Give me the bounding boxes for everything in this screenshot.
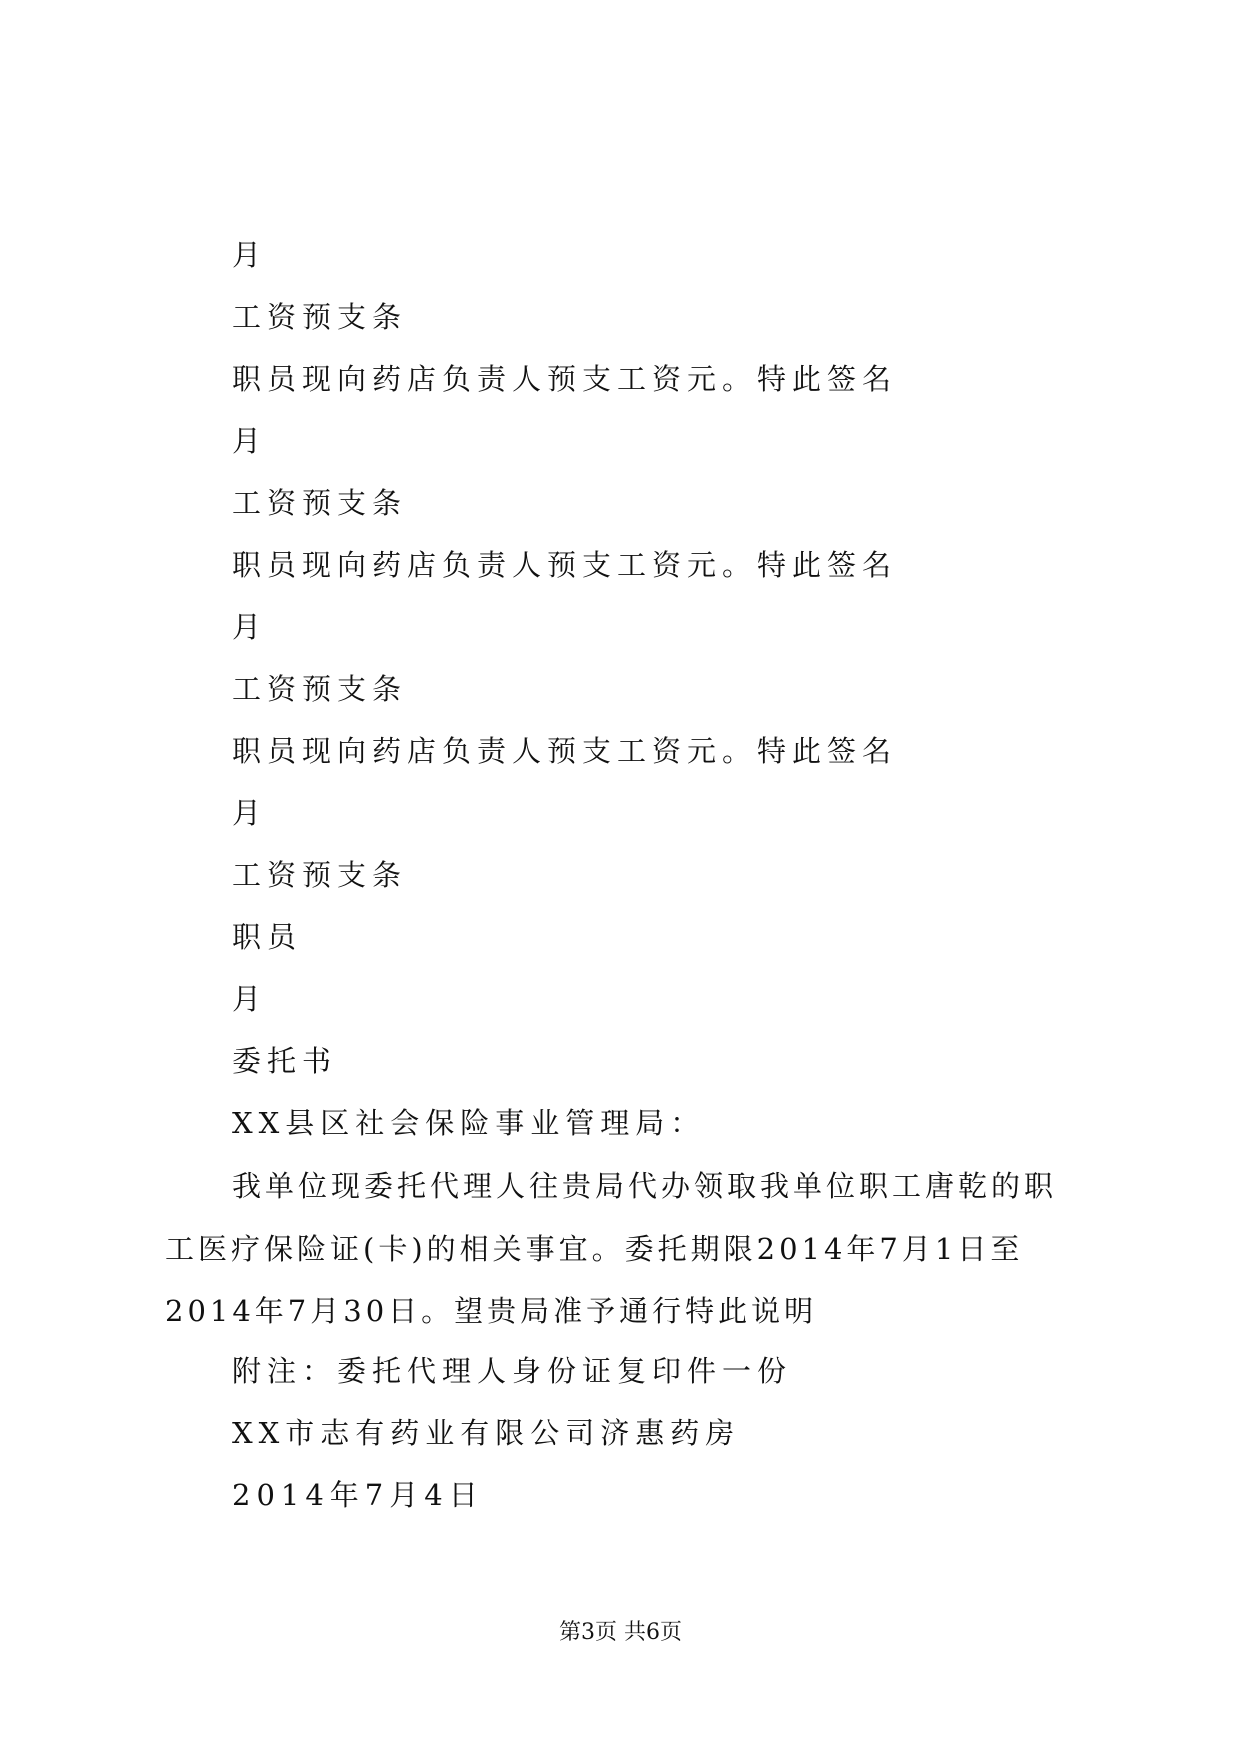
text-line-advance-statement: 职员现向药店负责人预支工资元。特此签名 xyxy=(232,362,898,396)
text-line-staff: 职员 xyxy=(232,920,303,954)
text-line-month: 月 xyxy=(232,796,268,830)
text-line-title-power-of-attorney: 委托书 xyxy=(232,1044,338,1078)
text-line-advance-statement: 职员现向药店负责人预支工资元。特此签名 xyxy=(232,734,898,768)
text-line-attachment-note: 附注：委托代理人身份证复印件一份 xyxy=(232,1354,793,1388)
text-line-month: 月 xyxy=(232,238,268,272)
text-line-month: 月 xyxy=(232,610,268,644)
text-line-addressee: XX县区社会保险事业管理局： xyxy=(232,1106,706,1140)
text-line-company-signature: XX市志有药业有限公司济惠药房 xyxy=(232,1416,741,1450)
text-line-title-salary-advance: 工资预支条 xyxy=(232,300,408,334)
page-number-footer: 第3页 共6页 xyxy=(559,1620,682,1645)
text-line-date: 2014年7月4日 xyxy=(232,1478,484,1512)
body-paragraph: 我单位现委托代理人往贵局代办领取我单位职工唐乾的职工医疗保险证(卡)的相关事宜。委托期限2014年7月1日至2014年7月30日。望贵局准予通行特此说明 xyxy=(165,1169,1058,1328)
text-line-title-salary-advance: 工资预支条 xyxy=(232,486,408,520)
text-line-month: 月 xyxy=(232,982,268,1016)
text-line-advance-statement: 职员现向药店负责人预支工资元。特此签名 xyxy=(232,548,898,582)
text-line-month: 月 xyxy=(232,424,268,458)
text-line-title-salary-advance: 工资预支条 xyxy=(232,672,408,706)
text-line-title-salary-advance: 工资预支条 xyxy=(232,858,408,892)
